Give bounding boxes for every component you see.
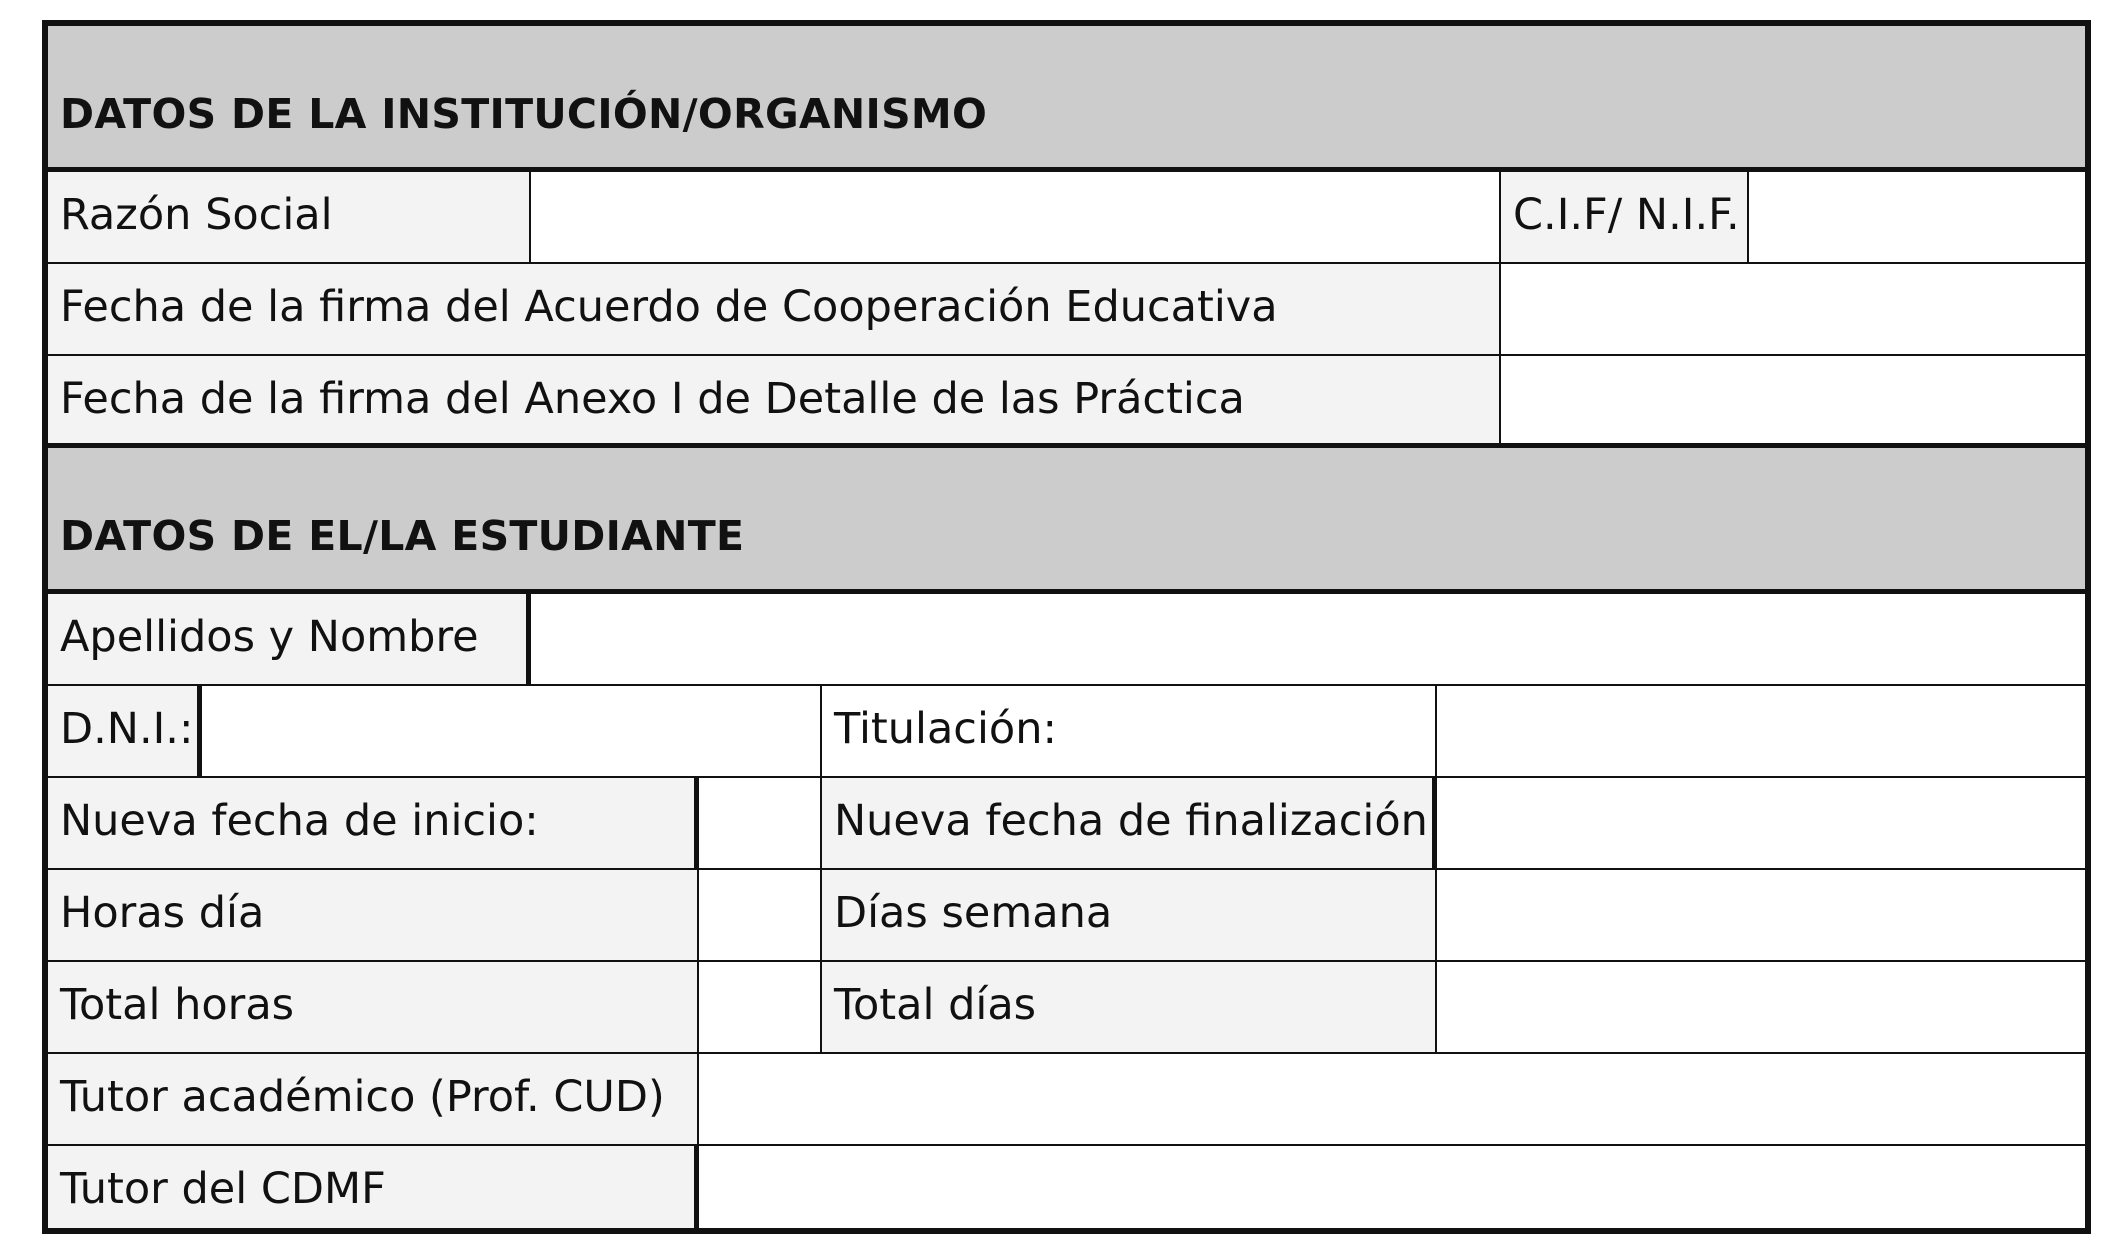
fecha-inicio-label: Nueva fecha de inicio: — [48, 778, 699, 870]
tutor-academico-value[interactable] — [699, 1054, 2085, 1144]
nombre-label: Apellidos y Nombre — [48, 594, 531, 686]
dias-semana-label: Días semana — [822, 870, 1437, 962]
cif-value[interactable] — [1749, 172, 2085, 262]
cif-field[interactable] — [1749, 172, 2085, 264]
fecha-fin-label: Nueva fecha de finalización — [822, 778, 1437, 870]
fecha-acuerdo-value[interactable] — [1501, 264, 2085, 354]
fecha-fin-field[interactable] — [1437, 778, 2085, 870]
nombre-field[interactable] — [531, 594, 2085, 686]
razon-social-label: Razón Social — [48, 172, 531, 264]
dias-semana-value[interactable] — [1437, 870, 2085, 960]
total-horas-field[interactable] — [699, 962, 822, 1054]
cif-label: C.I.F/ N.I.F. — [1501, 172, 1749, 264]
institution-section-header: DATOS DE LA INSTITUCIÓN/ORGANISMO — [48, 26, 2085, 172]
horas-dia-value[interactable] — [699, 870, 820, 960]
tutor-cdmf-value[interactable] — [699, 1146, 2085, 1228]
titulacion-label: Titulación: — [822, 686, 1437, 778]
horas-dia-label: Horas día — [48, 870, 699, 962]
dni-field[interactable] — [202, 686, 822, 778]
fecha-acuerdo-field[interactable] — [1501, 264, 2085, 356]
tutor-academico-label: Tutor académico (Prof. CUD) — [48, 1054, 699, 1146]
tutor-cdmf-field[interactable] — [699, 1146, 2085, 1228]
razon-social-value[interactable] — [531, 172, 1499, 262]
fecha-inicio-field[interactable] — [699, 778, 822, 870]
dni-label: D.N.I.: — [48, 686, 202, 778]
titulacion-field[interactable] — [1437, 686, 2085, 778]
practicas-form — [42, 20, 2091, 1234]
total-dias-label: Total días — [822, 962, 1437, 1054]
total-horas-label: Total horas — [48, 962, 699, 1054]
dias-semana-field[interactable] — [1437, 870, 2085, 962]
total-horas-value[interactable] — [699, 962, 820, 1052]
fecha-anexo-value[interactable] — [1501, 356, 2085, 443]
nombre-value[interactable] — [531, 594, 2085, 684]
tutor-cdmf-label: Tutor del CDMF — [48, 1146, 699, 1228]
tutor-academico-field[interactable] — [699, 1054, 2085, 1146]
total-dias-field[interactable] — [1437, 962, 2085, 1054]
dni-value[interactable] — [202, 686, 820, 776]
fecha-acuerdo-label: Fecha de la firma del Acuerdo de Cooperación Educativa — [48, 264, 1501, 356]
fecha-anexo-label: Fecha de la firma del Anexo I de Detalle de las Práctica — [48, 356, 1501, 448]
student-section-header: DATOS DE EL/LA ESTUDIANTE — [48, 448, 2085, 594]
titulacion-value[interactable] — [1437, 686, 2085, 776]
fecha-fin-value[interactable] — [1437, 778, 2085, 868]
razon-social-field[interactable] — [531, 172, 1501, 264]
fecha-inicio-value[interactable] — [699, 778, 820, 868]
fecha-anexo-field[interactable] — [1501, 356, 2085, 448]
horas-dia-field[interactable] — [699, 870, 822, 962]
total-dias-value[interactable] — [1437, 962, 2085, 1052]
